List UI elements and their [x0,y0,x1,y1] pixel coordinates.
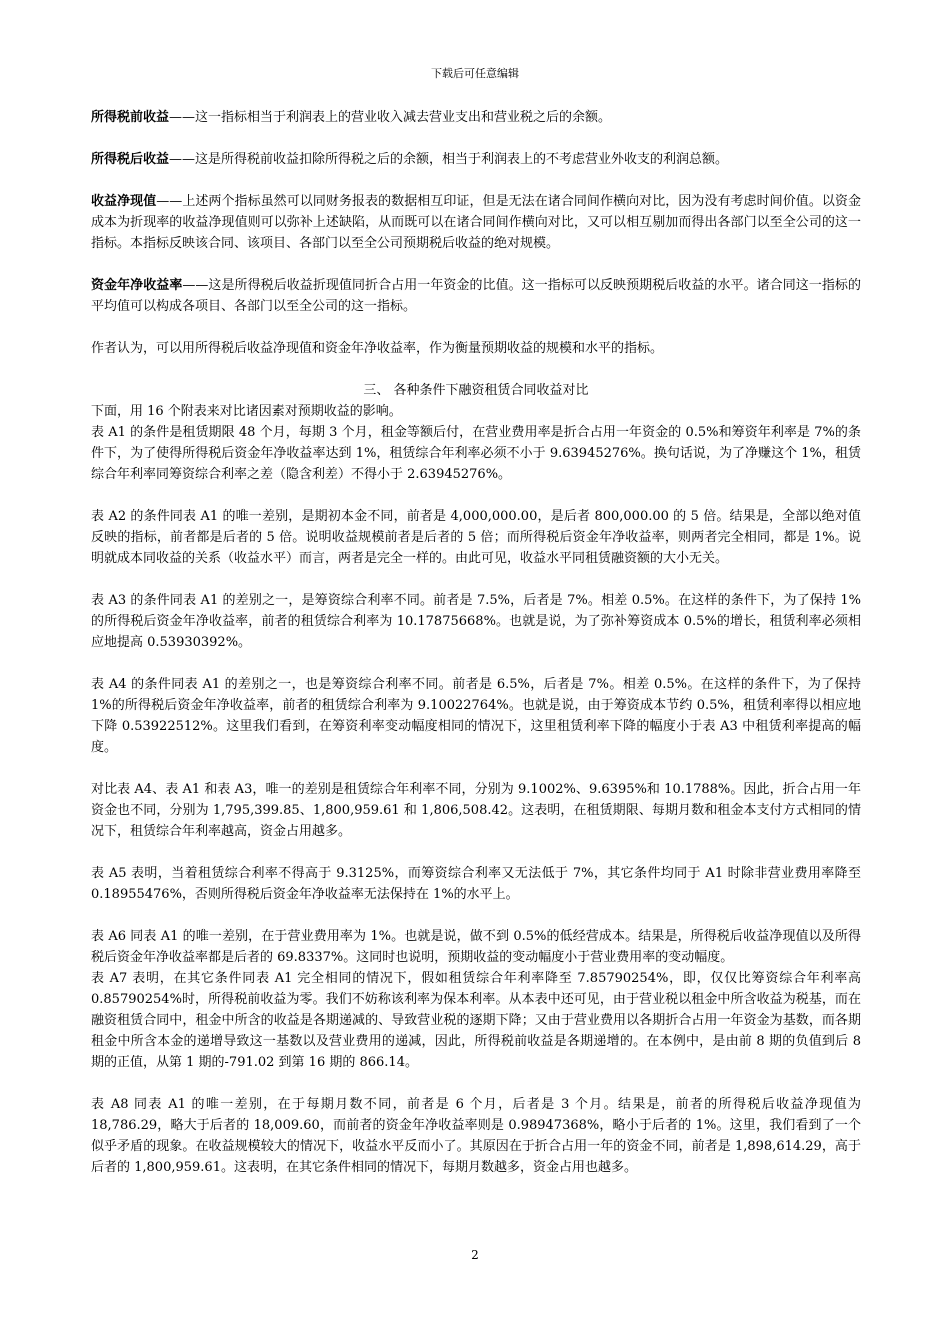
paragraph-a3: 表 A3 的条件同表 A1 的差别之一，是筹资综合利率不同。前者是 7.5%，后者是 7%。相差 0.5%。在这样的条件下，为了保持 1%的所得税后资金年净收益率，前者的租赁综合利率为 10.17875668%。也就是说，为了弥补筹资成本 0.5%的增长，租赁利率必须相应地提高 0.53930392%。 [91,593,861,650]
paragraph-a1: 表 A1 的条件是租赁期限 48 个月，每期 3 个月，租金等额后付，在营业费用率是折合占用一年资金的 0.5%和筹资年利率是 7%的条件下，为了使得所得税后资金年净收益率达到 1%，租赁综合年利率必须不小于 9.63945276%。换句话说，为了净赚这个 1%，租赁综合年利率同筹资综合利率之差（隐含利差）不得小于 2.63945276%。 [91,425,861,482]
document-body [91,107,861,1178]
definition-term: 资金年净收益率 [91,278,183,293]
definition-annual-return [91,275,861,317]
definition-aftertax-income [91,149,861,170]
paragraph-a4: 表 A4 的条件同表 A1 的差别之一，也是筹资综合利率不同。前者是 6.5%，后者是 7%。相差 0.5%。在这样的条件下，为了保持 1%的所得税后资金年净收益率，前者的租赁综合利率为 9.10022764%。也就是说，由于筹资成本节约 0.5%，租赁利率得以相应地下降 0.53922512%。这里我们看到，在筹资利率变动幅度相同的情况下，这里租赁利率下降的幅度小于表 A3 中租赁利率提高的幅度。 [91,677,861,755]
page-number: 2 [471,1248,479,1262]
definition-npv [91,191,861,254]
definition-term: 收益净现值 [91,194,157,209]
paragraph-a8: 表 A8 同表 A1 的唯一差别，在于每期月数不同，前者是 6 个月，后者是 3 个月。结果是，前者的所得税后收益净现值为 18,786.29，略大于后者的 18,009.60，而前者的资金年净收益率则是 0.98947368%，略小于后者的 1%。这里，我们看到了一个似乎矛盾的现象。在收益规模较大的情况下，收益水平反而小了。其原因在于折合占用一年的资金不同，前者是 1,898,614.29，高于后者的 1,800,959.61。这表明，在其它条件相同的情况下，每期月数越多，资金占用也越多。 [91,1097,861,1175]
definition-term: 所得税后收益 [91,152,170,167]
definition-text: ——这是所得税前收益扣除所得税之后的余额，相当于利润表上的不考虑营业外收支的利润总额。 [169,152,729,167]
paragraph-comparison: 对比表 A4、表 A1 和表 A3，唯一的差别是租赁综合年利率不同，分别为 9.1002%、9.6395%和 10.1788%。因此，折合占用一年资金也不同，分别为 1,795,399.85、1,800,959.61 和 1,806,508.42。这表明，在租赁期限、每期月数和租金本支付方式相同的情况下，租赁综合年利率越高，资金占用越多。 [91,782,861,839]
section-heading: 三、 各种条件下融资租赁合同收益对比 [363,383,589,398]
definition-pretax-income [91,107,861,128]
page-header: 下载后可任意编辑 [431,67,519,80]
definition-text: ——这是所得税后收益折现值同折合占用一年资金的比值。这一指标可以反映预期税后收益的水平。诸合同这一指标的平均值可以构成各项目、各部门以至全公司的这一指标。 [91,278,861,314]
definition-text: ——这一指标相当于利润表上的营业收入减去营业支出和营业税之后的余额。 [169,110,612,125]
definition-text: ——上述两个指标虽然可以同财务报表的数据相互印证，但是无法在诸合同间作横向对比，因为没有考虑时间价值。以资金成本为折现率的收益净现值则可以弥补上述缺陷，从而既可以在诸合同间作横向对比，又可以相互剔加而得出各部门以至全公司的这一指标。本指标反映该合同、该项目、各部门以至全公司预期税后收益的绝对规模。 [91,194,861,251]
paragraph-a7: 表 A7 表明，在其它条件同表 A1 完全相同的情况下，假如租赁综合年利率降至 7.85790254%，即，仅仅比筹资综合年利率高 0.85790254%时，所得税前收益为零。我们不妨称该利率为保本利率。从本表中还可见，由于营业税以租金中所含收益为税基，而在融资租赁合同中，租金中所含的收益是各期递减的、导致营业税的逐期下降；又由于营业费用以各期折合占用一年资金为基数，而各期租金中所含本金的递增导致这一基数以及营业费用的递减，因此，所得税前收益是各期递增的。在本例中，是由前 8 期的负值到后 8 期的正值，从第 1 期的-791.02 到第 16 期的 866.14。 [91,971,861,1070]
paragraph-a5: 表 A5 表明，当着租赁综合利率不得高于 9.3125%，而筹资综合利率又无法低于 7%，其它条件均同于 A1 时除非营业费用率降至 0.18955476%，否则所得税后资金年净收益率无法保持在 1%的水平上。 [91,866,861,902]
paragraph-a2: 表 A2 的条件同表 A1 的唯一差别，是期初本金不同，前者是 4,000,000.00，是后者 800,000.00 的 5 倍。结果是，全部以绝对值反映的指标，前者都是后者的 5 倍。说明收益规模前者是后者的 5 倍；而所得税后资金年净收益率，则两者完全相同，都是 1%。说明就成本同收益的关系（收益水平）而言，两者是完全一样的。由此可见，收益水平同租赁融资额的大小无关。 [91,509,861,566]
definition-term: 所得税前收益 [91,110,170,125]
author-note: 作者认为，可以用所得税后收益净现值和资金年净收益率，作为衡量预期收益的规模和水平的指标。 [91,341,664,356]
paragraph-a6: 表 A6 同表 A1 的唯一差别，在于营业费用率为 1%。也就是说，做不到 0.5%的低经营成本。结果是，所得税后收益净现值以及所得税后资金年净收益率都是后者的 69.8337%。这同时也说明，预期收益的变动幅度小于营业费用率的变动幅度。 [91,929,861,965]
intro-paragraph: 下面，用 16 个附表来对比诸因素对预期收益的影响。 [91,404,402,419]
